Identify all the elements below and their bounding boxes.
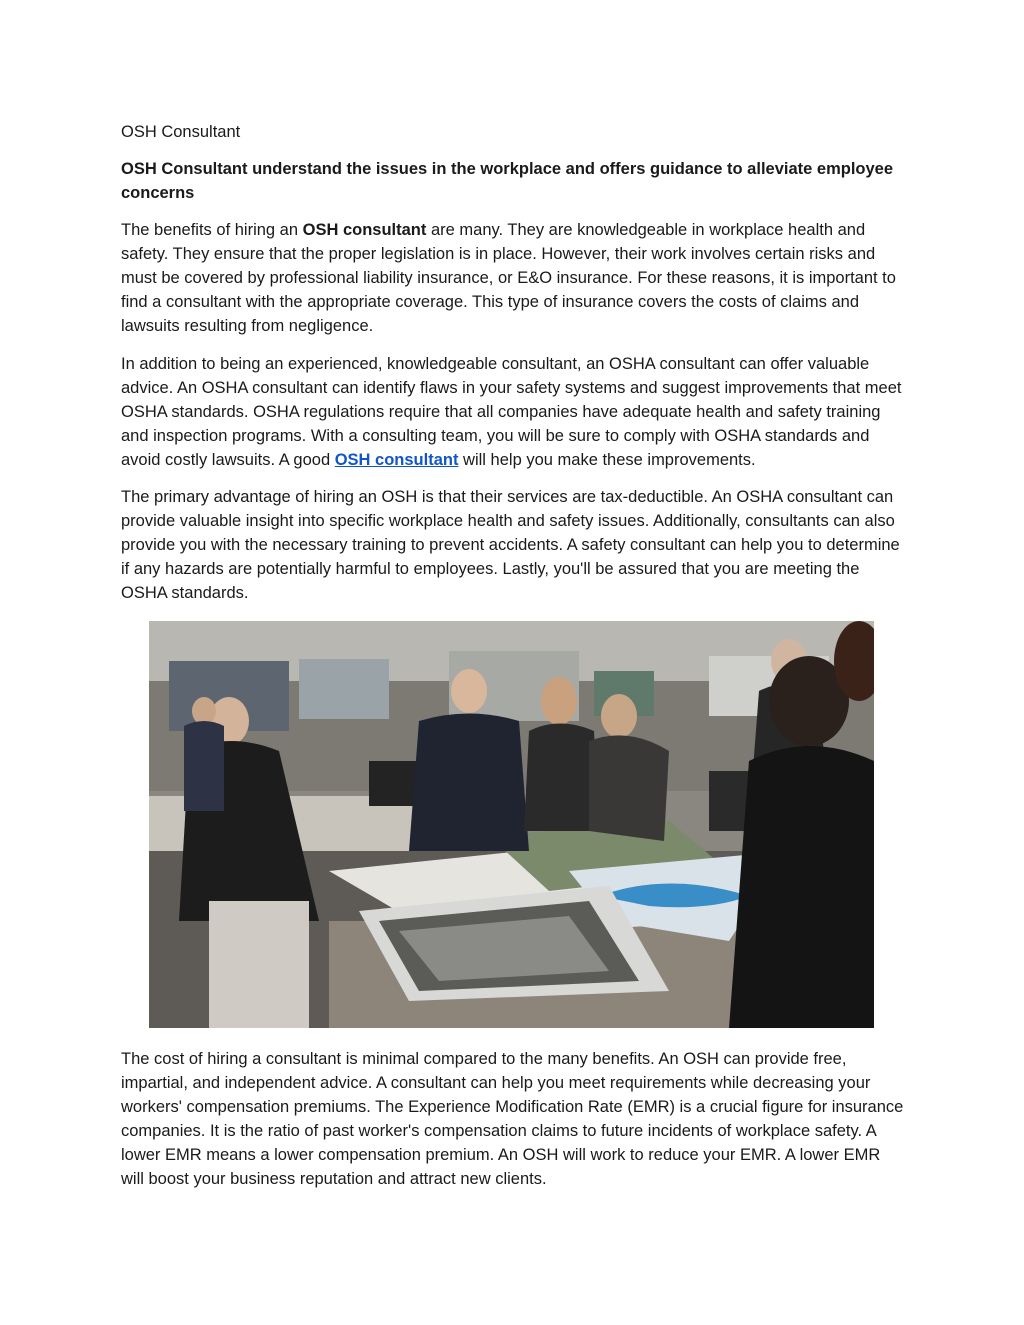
document-title: OSH Consultant — [121, 123, 241, 141]
paragraph-cost: The cost of hiring a consultant is minimal compared to the many benefits. An OSH can provide free, impartial, and independent advice. A consultant can help you meet requirements while decreasing your workers' compensation premiums. The Experience Modification Rate (EMR) is a crucial figure for insurance companies. It is the ratio of past worker's compensation claims to future incidents of workplace safety. A lower EMR means a lower compensation premium. An OSH will work to reduce your EMR. A lower EMR will boost your business reputation and attract new clients. — [121, 1050, 904, 1188]
osh-consultant-link[interactable]: OSH consultant — [334, 451, 459, 469]
meeting-photo — [149, 621, 874, 1028]
paragraph-text: will help you make these improvements. — [458, 451, 756, 469]
paragraph-text: The benefits of hiring an — [121, 221, 303, 239]
paragraph-advantage: The primary advantage of hiring an OSH is that their services are tax-deductible. An OSHA consultant can provide valuable insight into specific workplace health and safety issues. Additionally, consultants can also provide you with the necessary training to prevent accidents. A safety consultant can help you to determine if any hazards are potentially harmful to employees. Lastly, you'll be assured that you are meeting the OSHA standards. — [121, 488, 900, 602]
paragraph-text: are many. They are knowledgeable in workplace health and safety. They ensure that the proper legislation is in place. However, their work involves certain risks and must be covered by professional liability insurance, or E&O insurance. For these reasons, it is important to find a consultant with the appropriate coverage. This type of insurance covers the costs of claims and lawsuits resulting from negligence. — [121, 221, 896, 335]
paragraph-advice — [121, 352, 906, 472]
bold-term: OSH consultant — [302, 221, 427, 239]
meeting-photo-illustration — [149, 621, 874, 1028]
document-heading: OSH Consultant understand the issues in the workplace and offers guidance to alleviate employee concerns — [121, 160, 894, 202]
paragraph-text: In addition to being an experienced, knowledgeable consultant, an OSHA consultant can offer valuable advice. An OSHA consultant can identify flaws in your safety systems and suggest improvements that meet OSHA standards. OSHA regulations require that all companies have adequate health and safety training and inspection programs. With a consulting team, you will be sure to comply with OSHA standards and avoid costly lawsuits. A good — [121, 355, 902, 469]
paragraph-benefits — [121, 218, 906, 338]
